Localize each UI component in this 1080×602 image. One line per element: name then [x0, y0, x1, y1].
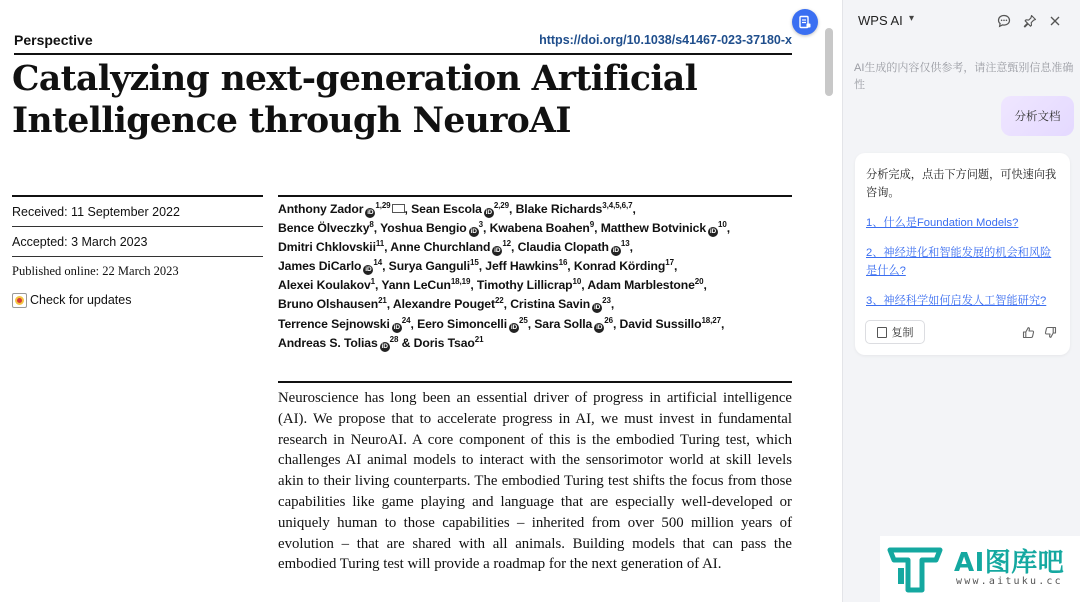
- author-name[interactable]: Yann LeCun: [381, 278, 451, 293]
- affiliation-numbers: 3,4,5,6,7: [602, 200, 633, 210]
- author-name[interactable]: Alexei Koulakov: [278, 278, 371, 293]
- orcid-icon[interactable]: iD: [393, 323, 400, 331]
- author-name[interactable]: Konrad Körding: [573, 259, 666, 274]
- author-entry: [534, 317, 619, 331]
- check-updates-label: Check for updates: [30, 293, 132, 307]
- affiliation-numbers: 16: [558, 258, 568, 268]
- author-separator: ,: [511, 240, 518, 255]
- published-date: Published online: 22 March 2023: [12, 264, 179, 278]
- author-name[interactable]: Anthony Zador: [278, 202, 364, 216]
- author-separator: ,: [410, 316, 418, 331]
- ai-response-card: [855, 153, 1070, 355]
- orcid-icon[interactable]: iD: [709, 228, 717, 236]
- author-name[interactable]: Yoshua Bengio: [380, 221, 467, 236]
- author-separator: ,: [673, 259, 678, 274]
- author-separator: ,: [594, 221, 601, 236]
- user-message: 分析文档: [1001, 96, 1074, 136]
- author-separator: ,: [375, 278, 382, 293]
- pin-icon[interactable]: [1021, 12, 1039, 30]
- header-rule: [14, 53, 792, 55]
- affiliation-numbers: 14: [373, 258, 383, 268]
- affiliation-numbers: 10: [572, 277, 582, 287]
- ai-message: 分析完成，点击下方问题，可快速向我咨询。: [866, 169, 1057, 199]
- author-entry: [278, 336, 414, 350]
- document-scrollbar[interactable]: [825, 28, 833, 96]
- author-separator: ,: [384, 240, 391, 255]
- orcid-icon[interactable]: iD: [485, 209, 492, 216]
- author-separator: ,: [726, 221, 730, 236]
- article-header: [14, 32, 792, 50]
- author-entry: [477, 278, 587, 292]
- affiliation-numbers: 9: [589, 220, 595, 230]
- suggestion-link-3[interactable]: 3、神经科学如何启发人工智能研究?: [866, 295, 1047, 307]
- orcid-icon[interactable]: iD: [365, 266, 372, 274]
- author-name[interactable]: James DiCarlo: [278, 259, 362, 274]
- affiliation-numbers: 25: [519, 315, 528, 325]
- orcid-icon[interactable]: iD: [596, 323, 603, 331]
- author-entry: [510, 297, 614, 311]
- author-name[interactable]: Adam Marblestone: [587, 278, 695, 293]
- author-entry: [414, 336, 484, 350]
- author-separator: ,: [629, 240, 633, 255]
- author-separator: ,: [720, 316, 725, 331]
- mail-icon[interactable]: [392, 204, 405, 213]
- article-title: [12, 58, 712, 142]
- author-name[interactable]: Matthew Botvinick: [600, 221, 706, 236]
- author-name[interactable]: Sara Solla: [534, 316, 593, 331]
- author-name[interactable]: Dmitri Chklovskii: [278, 240, 376, 255]
- affiliation-numbers: 20: [694, 277, 704, 287]
- crossmark-icon: [12, 293, 27, 308]
- author-entry: [417, 317, 534, 331]
- affiliation-numbers: 26: [604, 315, 613, 325]
- aituku-logo-icon: [886, 544, 944, 596]
- author-name[interactable]: Bruno Olshausen: [278, 297, 379, 312]
- panel-title[interactable]: WPS AI: [858, 13, 903, 28]
- author-separator: ,: [404, 202, 412, 216]
- chat-bubble-icon[interactable]: [995, 12, 1013, 30]
- author-entry: [411, 202, 515, 216]
- author-entry: [278, 202, 411, 216]
- affiliation-numbers: 28: [389, 334, 399, 344]
- affiliation-numbers: 8: [369, 220, 374, 230]
- author-separator: ,: [610, 297, 615, 312]
- accepted-date: Accepted: 3 March 2023: [12, 234, 148, 249]
- author-separator: ,: [581, 278, 588, 293]
- author-list: [278, 200, 794, 353]
- document-icon: [798, 15, 812, 29]
- author-separator: ,: [703, 278, 707, 293]
- affiliation-numbers: 18,19: [450, 277, 471, 287]
- affiliation-numbers: 15: [470, 258, 479, 268]
- author-name[interactable]: David Sussillo: [619, 316, 702, 331]
- check-updates-link[interactable]: [12, 286, 263, 314]
- author-name[interactable]: Jeff Hawkins: [485, 259, 559, 274]
- author-entry: [393, 297, 510, 311]
- author-entry: [278, 240, 390, 254]
- affiliation-numbers: 1,29: [375, 200, 391, 210]
- orcid-icon[interactable]: iD: [494, 247, 501, 255]
- author-separator: ,: [386, 297, 393, 312]
- publication-dates: [12, 195, 263, 314]
- received-date: Received: 11 September 2022: [12, 204, 180, 219]
- copy-icon: [877, 327, 887, 338]
- orcid-icon[interactable]: iD: [593, 304, 601, 312]
- author-separator: ,: [373, 221, 381, 236]
- author-name[interactable]: Bence Ölveczky: [278, 221, 370, 236]
- watermark-url: www.aituku.cc: [956, 576, 1063, 587]
- section-label: Perspective: [14, 32, 93, 48]
- author-separator: ,: [503, 297, 511, 312]
- author-name[interactable]: Andreas S. Tolias: [278, 335, 378, 350]
- affiliation-numbers: 24: [401, 315, 411, 325]
- doi-link[interactable]: https://doi.org/10.1038/s41467-023-37180-x: [539, 33, 792, 47]
- watermark-text: AI图库吧: [954, 548, 1065, 578]
- author-entry: [389, 259, 486, 273]
- author-entry: [278, 259, 389, 273]
- author-entry: [278, 317, 417, 331]
- author-entry: [518, 240, 633, 254]
- ai-assistant-button[interactable]: [792, 9, 818, 35]
- affiliation-numbers: 17: [665, 258, 674, 268]
- author-separator: ,: [632, 202, 636, 216]
- author-separator: ,: [478, 259, 486, 274]
- author-separator: ,: [509, 202, 516, 216]
- author-separator: ,: [470, 278, 477, 293]
- affiliation-numbers: 2,29: [493, 200, 509, 210]
- thumbs-down-icon[interactable]: [1043, 325, 1057, 339]
- affiliation-numbers: 3: [478, 220, 483, 230]
- author-name[interactable]: Anne Churchland: [390, 240, 491, 255]
- author-name[interactable]: Timothy Lillicrap: [476, 278, 573, 293]
- author-name[interactable]: Surya Ganguli: [388, 259, 470, 274]
- author-entry: [490, 221, 601, 235]
- orcid-icon[interactable]: iD: [612, 247, 620, 255]
- orcid-icon[interactable]: iD: [510, 323, 518, 331]
- copy-button[interactable]: [865, 320, 925, 344]
- author-separator: ,: [612, 316, 620, 331]
- copy-label: 复制: [891, 327, 914, 339]
- author-separator: ,: [527, 316, 535, 331]
- affiliation-numbers: 10: [718, 220, 727, 230]
- author-separator: ,: [382, 259, 389, 274]
- author-entry: [278, 278, 381, 292]
- watermark: [880, 536, 1080, 602]
- affiliation-numbers: 22: [494, 296, 504, 306]
- author-name[interactable]: Alexandre Pouget: [392, 297, 495, 312]
- affiliation-numbers: 21: [378, 296, 387, 306]
- affiliation-numbers: 23: [602, 296, 611, 306]
- author-name[interactable]: Doris Tsao: [413, 335, 475, 350]
- affiliation-numbers: 12: [502, 239, 512, 249]
- author-name[interactable]: Sean Escola: [411, 202, 482, 216]
- disclaimer-text: AI生成的内容仅供参考，请注意甄别信息准确性: [854, 62, 1074, 91]
- author-separator: &: [398, 335, 414, 350]
- close-icon[interactable]: [1046, 12, 1064, 30]
- abstract: Neuroscience has long been an essential driver of progress in artificial intelligence (AI). We propose that to accelerate progress in AI, we must invest in fundamental research in NeuroAI. A core component of this is the embodied Turing test, which challenges AI animal models to interact with the sensorimotor world at skill levels akin to their living counterparts. The embodied Turing test shifts the focus from those capabilities like game playing and language that are especially well-developed or uniquely human to those capabilities – inherited from over 500 million years of evolution – that are shared with all animals. Building models that can pass the embodied Turing test will provide a roadmap for the next generation of AI.: [278, 390, 792, 573]
- author-entry: [380, 221, 489, 235]
- author-name[interactable]: Claudia Clopath: [517, 240, 609, 255]
- author-name[interactable]: Kwabena Boahen: [489, 221, 590, 236]
- author-entry: [601, 221, 730, 235]
- author-entry: [278, 297, 393, 311]
- author-name[interactable]: Blake Richards: [515, 202, 603, 216]
- author-entry: [516, 202, 636, 216]
- author-entry: [620, 317, 725, 331]
- author-name[interactable]: Terrence Sejnowski: [278, 316, 390, 331]
- suggestion-link-2[interactable]: 2、神经进化和智能发展的机会和风险是什么?: [866, 247, 1052, 277]
- wps-ai-panel: [842, 0, 1080, 602]
- title-line-1: Catalyzing next-generation Artificial: [12, 59, 698, 99]
- affiliation-numbers: 1: [370, 277, 376, 287]
- author-entry: [485, 259, 574, 273]
- orcid-icon[interactable]: iD: [367, 209, 374, 216]
- orcid-icon[interactable]: iD: [381, 342, 388, 350]
- orcid-icon[interactable]: iD: [470, 228, 477, 236]
- affiliation-numbers: 13: [620, 239, 630, 249]
- panel-header: [843, 0, 1080, 42]
- suggestion-link-1[interactable]: 1、什么是Foundation Models?: [866, 217, 1019, 229]
- affiliation-numbers: 18,27: [701, 315, 721, 325]
- affiliation-numbers: 11: [375, 239, 385, 249]
- author-name[interactable]: Eero Simoncelli: [417, 316, 507, 331]
- thumbs-up-icon[interactable]: [1021, 325, 1035, 339]
- title-line-2: Intelligence through NeuroAI: [12, 101, 571, 141]
- author-entry: [278, 221, 380, 235]
- author-separator: ,: [483, 221, 490, 236]
- author-name[interactable]: Cristina Savin: [510, 297, 591, 312]
- author-entry: [587, 278, 706, 292]
- author-entry: [381, 278, 477, 292]
- author-entry: [574, 259, 677, 273]
- author-separator: ,: [567, 259, 574, 274]
- chevron-down-icon[interactable]: ▾: [909, 13, 915, 24]
- affiliation-numbers: 21: [474, 334, 484, 344]
- author-entry: [390, 240, 517, 254]
